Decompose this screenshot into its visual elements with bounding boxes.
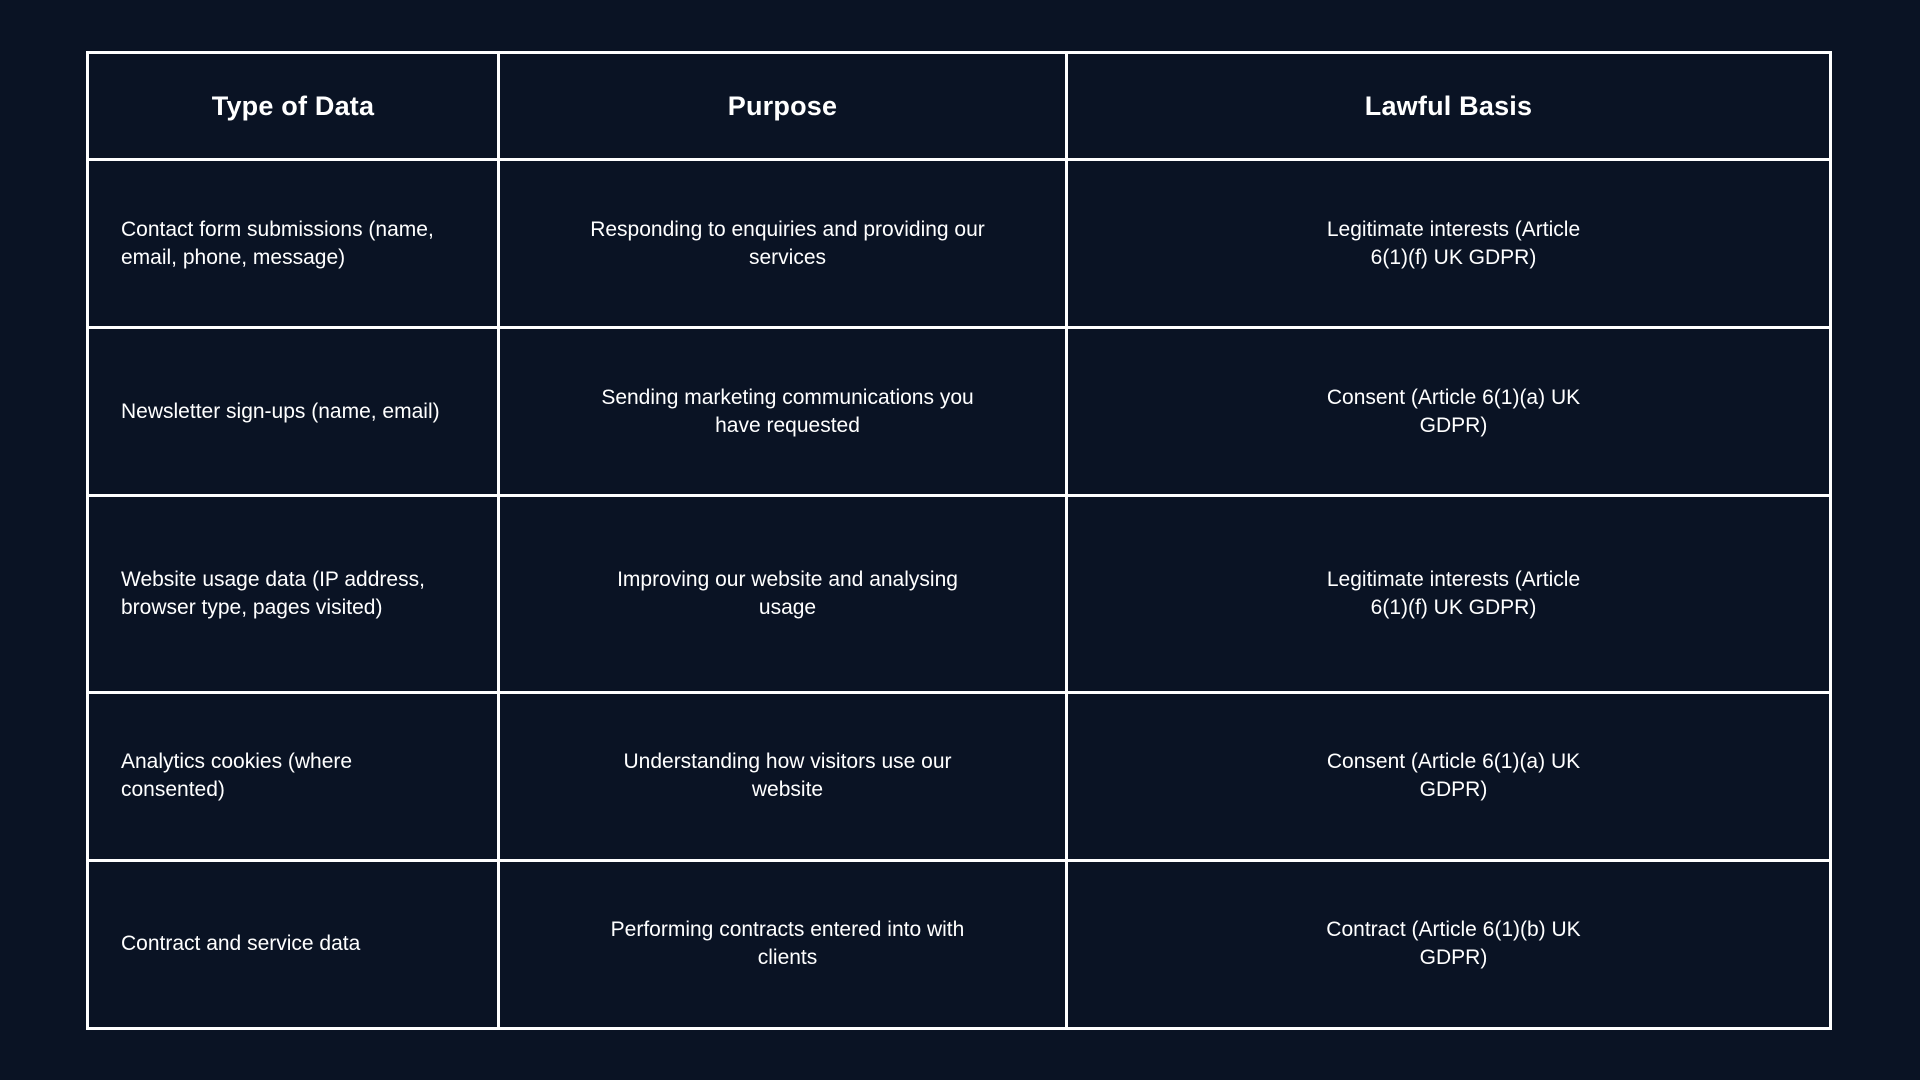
lawful-basis-table [86,51,1832,1030]
table-row [88,860,1831,1028]
cell-type-of-data: Contract and service data [88,860,499,1028]
cell-type-of-data: Newsletter sign-ups (name, email) [88,328,499,496]
table-row [88,692,1831,860]
cell-lawful-basis: Legitimate interests (Article 6(1)(f) UK GDPR) [1067,160,1831,328]
cell-type-of-data: Contact form submissions (name, email, phone, message) [88,160,499,328]
cell-lawful-basis: Consent (Article 6(1)(a) UK GDPR) [1067,328,1831,496]
cell-purpose: Sending marketing communications you have requested [499,328,1067,496]
header-type-of-data: Type of Data [88,53,499,160]
cell-purpose: Understanding how visitors use our website [499,692,1067,860]
cell-lawful-basis: Legitimate interests (Article 6(1)(f) UK GDPR) [1067,496,1831,692]
cell-lawful-basis: Contract (Article 6(1)(b) UK GDPR) [1067,860,1831,1028]
table-row [88,496,1831,692]
cell-purpose: Responding to enquiries and providing our services [499,160,1067,328]
cell-type-of-data: Website usage data (IP address, browser type, pages visited) [88,496,499,692]
table-row [88,328,1831,496]
table-header-row [88,53,1831,160]
cell-lawful-basis: Consent (Article 6(1)(a) UK GDPR) [1067,692,1831,860]
cell-purpose: Improving our website and analysing usage [499,496,1067,692]
table-row [88,160,1831,328]
cell-type-of-data: Analytics cookies (where consented) [88,692,499,860]
header-lawful-basis: Lawful Basis [1067,53,1831,160]
cell-purpose: Performing contracts entered into with clients [499,860,1067,1028]
header-purpose: Purpose [499,53,1067,160]
